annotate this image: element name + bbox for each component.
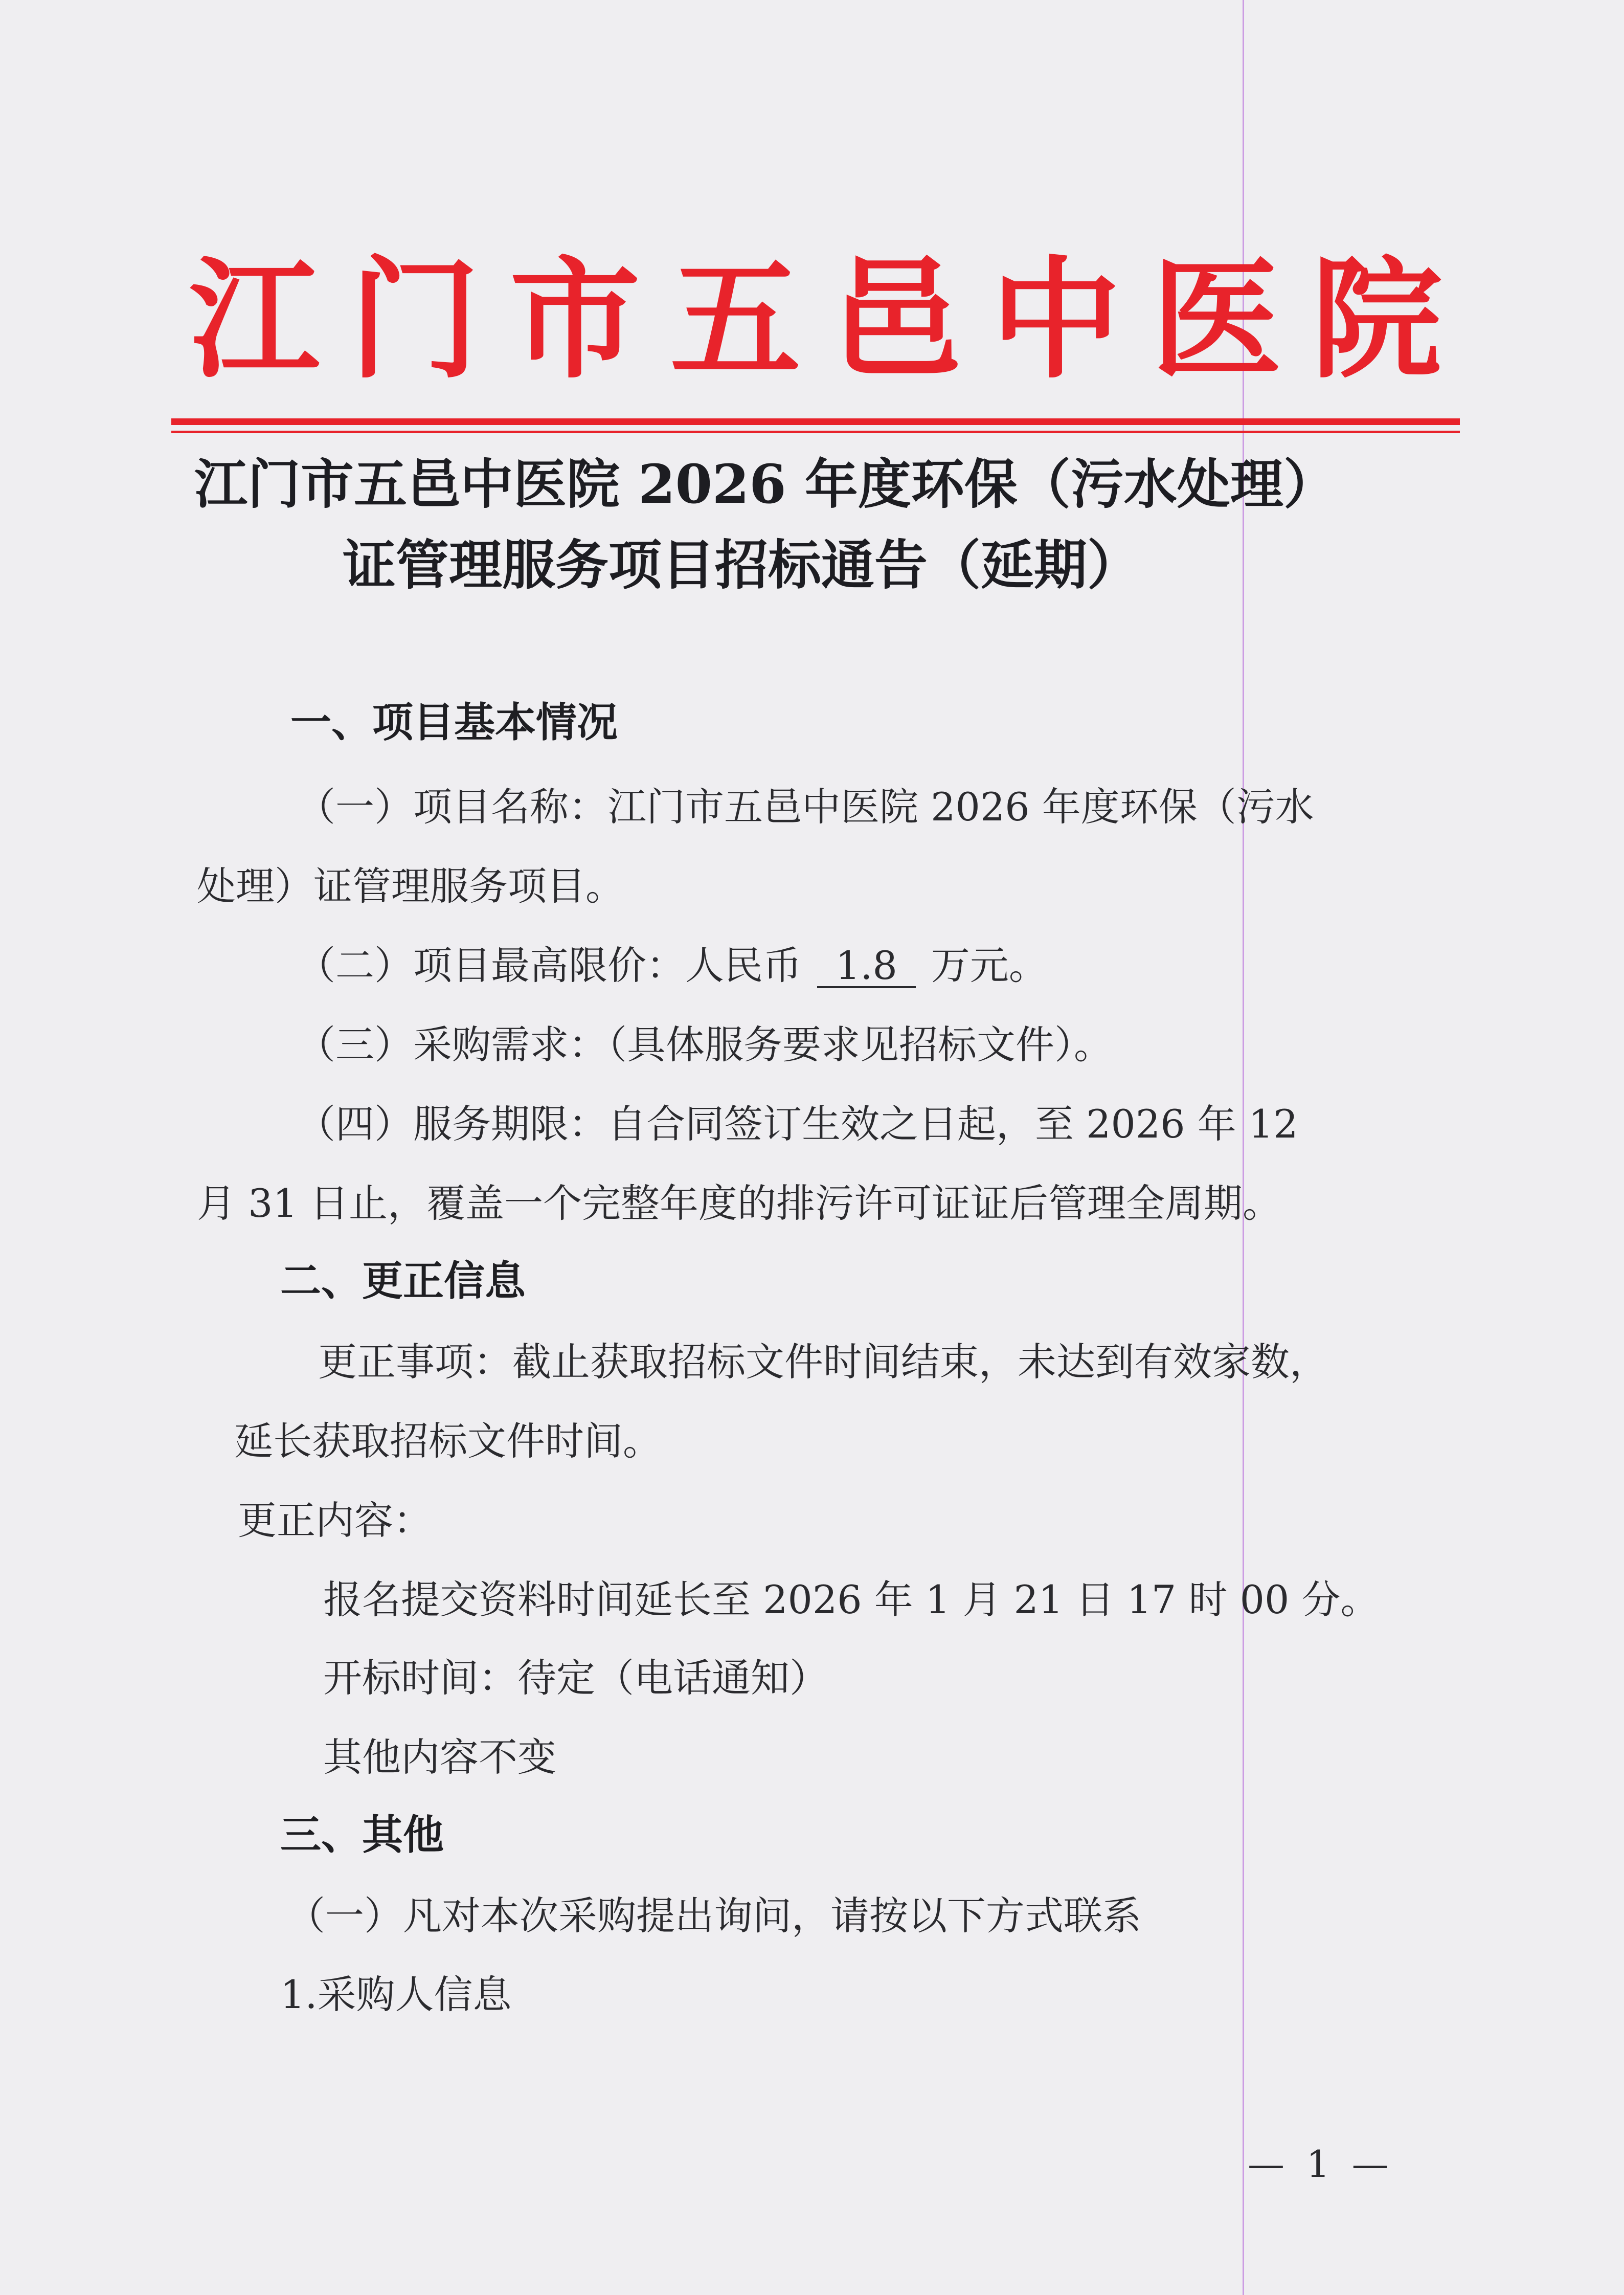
- letterhead: [189, 240, 1442, 399]
- red-rule-thick: [171, 418, 1460, 425]
- section-2-heading: 二、更正信息: [280, 1257, 526, 1305]
- s1-item4-line2: 月 31 日止，覆盖一个完整年度的排污许可证证后管理全周期。: [197, 1180, 1282, 1226]
- letterhead-char: 五: [670, 243, 801, 396]
- s1-item2-suffix: 万元。: [931, 943, 1048, 988]
- s3-sub1: 1.采购人信息: [280, 1972, 512, 2017]
- document-title-line-1: 江门市五邑中医院 2026 年度环保（污水处理）: [194, 453, 1337, 516]
- letterhead-char: 邑: [830, 243, 961, 396]
- s2-content-item-2: 开标时间：待定（电话通知）: [323, 1655, 828, 1701]
- section-1-heading: 一、项目基本情况: [290, 699, 618, 746]
- s1-item2-prefix: （二）项目最高限价：人民币: [297, 943, 802, 988]
- letterhead-char: 中: [990, 243, 1121, 396]
- s2-matter-line2: 延长获取招标文件时间。: [234, 1418, 662, 1464]
- red-rule-thin: [171, 431, 1460, 433]
- section-3-heading: 三、其他: [280, 1811, 444, 1859]
- document-title-line-2: 证管理服务项目招标通告（延期）: [343, 533, 1141, 596]
- s1-item1-line2: 处理）证管理服务项目。: [197, 863, 624, 909]
- s1-item2: [297, 943, 1048, 988]
- letterhead-char: 医: [1151, 243, 1282, 396]
- s1-item1-line1: （一）项目名称：江门市五邑中医院 2026 年度环保（污水: [297, 784, 1314, 830]
- letterhead-char: 门: [349, 243, 480, 396]
- s2-matter-line1: 更正事项：截止获取招标文件时间结束，未达到有效家数，: [318, 1339, 1328, 1385]
- price-limit-amount: 1.8: [817, 946, 916, 988]
- letterhead-char: 市: [510, 243, 641, 396]
- page-number: — 1 —: [1248, 2143, 1394, 2186]
- s1-item4-line1: （四）服务期限：自合同签订生效之日起，至 2026 年 12: [297, 1101, 1298, 1147]
- s2-content-item-1: 报名提交资料时间延长至 2026 年 1 月 21 日 17 时 00 分。: [323, 1577, 1380, 1622]
- letterhead-char: 江: [189, 243, 320, 396]
- s3-item1: （一）凡对本次采购提出询问，请按以下方式联系: [286, 1893, 1141, 1939]
- letterhead-char: 院: [1311, 243, 1442, 396]
- s1-item3: （三）采购需求：（具体服务要求见招标文件）。: [297, 1022, 1113, 1067]
- s2-content-item-3: 其他内容不变: [323, 1734, 556, 1780]
- s2-content-label: 更正内容：: [238, 1498, 432, 1543]
